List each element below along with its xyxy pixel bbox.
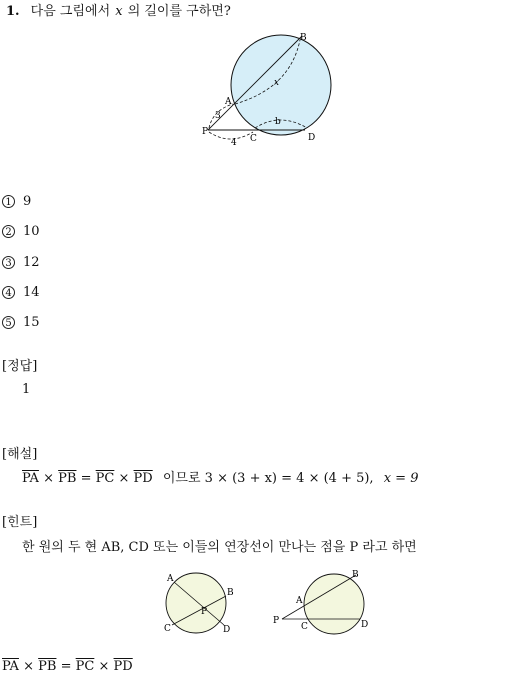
hint-right-label-d: D — [361, 620, 369, 630]
segment-pa: $\overline{PA}$ — [22, 471, 39, 486]
times-sign: × — [98, 659, 110, 674]
hint-text: 한 원의 두 현 AB, CD 또는 이들의 연장선이 만나는 점을 P 라고 하면 — [22, 540, 417, 555]
hint-right-label-c: C — [301, 622, 308, 632]
segment-pd: $\overline{PD}$ — [133, 471, 153, 486]
segment-pb: $\overline{PB}$ — [58, 471, 77, 486]
choice-value: 9 — [23, 194, 32, 209]
answer-value: 1 — [22, 382, 31, 397]
question-variable: x — [115, 4, 123, 19]
hint-circle-right — [304, 574, 364, 634]
answer-heading: [정답] — [2, 359, 38, 374]
figure-secant-diagram — [195, 28, 335, 153]
question-line — [6, 0, 231, 19]
explanation-connector: 이므로 — [162, 471, 201, 486]
hint-right-label-b: B — [352, 570, 359, 580]
label-b-small: b — [275, 117, 281, 127]
segment-pa: $\overline{PA}$ — [2, 659, 19, 674]
label-x-var: x — [274, 78, 280, 88]
choice-value: 15 — [23, 315, 40, 330]
label-b: B — [300, 33, 307, 43]
segment-pb: $\overline{PB}$ — [38, 659, 57, 674]
hint-circle-left — [166, 573, 226, 633]
hint-left-label-d: D — [223, 625, 231, 635]
choice-mark: 4 — [2, 286, 15, 299]
choice-mark: 5 — [2, 316, 15, 329]
dashed-arc-3 — [209, 104, 233, 128]
label-a: A — [225, 97, 232, 107]
explanation-line — [22, 467, 418, 486]
choice-mark: 1 — [2, 195, 15, 208]
explanation-formula: 3 × (3 + x) = 4 × (4 + 5), — [204, 471, 374, 486]
choice-1[interactable] — [2, 194, 31, 209]
label-d: D — [308, 133, 316, 143]
choice-value: 10 — [23, 224, 40, 239]
question-text-suffix: 의 길이를 구하면? — [127, 4, 231, 19]
segment-pc: $\overline{PC}$ — [95, 471, 115, 486]
times-sign: × — [118, 471, 130, 486]
hint-heading: [힌트] — [2, 515, 38, 530]
choice-3[interactable] — [2, 255, 40, 270]
explanation-heading: [해설] — [2, 447, 38, 462]
label-c: C — [250, 134, 257, 144]
equals-sign: = — [80, 471, 92, 486]
choice-mark: 2 — [2, 225, 15, 238]
times-sign: × — [43, 471, 54, 486]
equals-sign: = — [60, 659, 72, 674]
hint-figure-right — [270, 568, 380, 640]
hint-right-label-p: P — [273, 616, 280, 626]
question-number: 1. — [6, 4, 20, 19]
hint-left-label-p: P — [201, 607, 208, 617]
hint-figure-left — [160, 570, 240, 640]
choice-mark: 3 — [2, 256, 15, 269]
label-four: 4 — [231, 138, 237, 148]
label-p: P — [202, 127, 209, 137]
choice-5[interactable] — [2, 315, 40, 330]
hint-left-label-a: A — [167, 574, 174, 584]
question-text-prefix: 다음 그림에서 — [30, 4, 111, 19]
choice-value: 14 — [23, 285, 40, 300]
segment-pd: $\overline{PD}$ — [113, 659, 133, 674]
label-three: 3 — [215, 111, 221, 121]
hint-right-label-a: A — [296, 596, 303, 606]
choice-4[interactable] — [2, 285, 40, 300]
choice-2[interactable] — [2, 224, 40, 239]
explanation-result: x = 9 — [383, 471, 419, 486]
choice-value: 12 — [23, 255, 40, 270]
hint-formula — [2, 659, 133, 674]
times-sign: × — [23, 659, 34, 674]
hint-left-label-c: C — [164, 624, 171, 634]
segment-pc: $\overline{PC}$ — [75, 659, 95, 674]
hint-left-label-b: B — [227, 588, 234, 598]
